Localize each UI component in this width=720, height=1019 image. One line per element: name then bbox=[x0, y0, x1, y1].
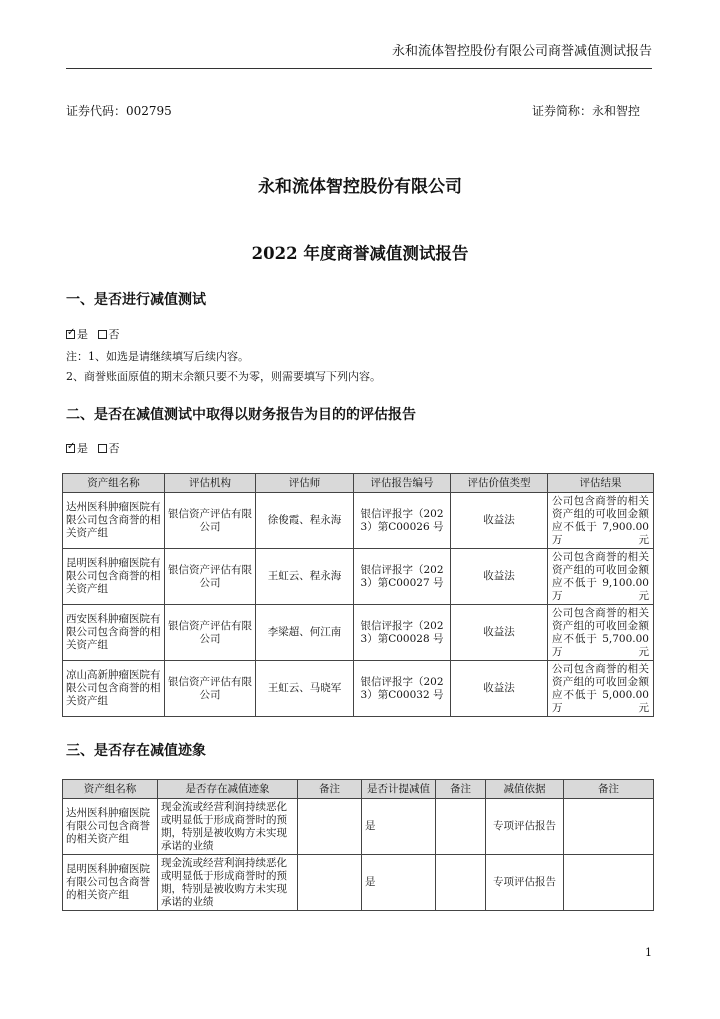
column-header: 评估机构 bbox=[165, 474, 256, 493]
report-title: 2022 年度商誉减值测试报告 bbox=[251, 244, 469, 263]
appraisers: 王虹云、马晓军 bbox=[256, 661, 354, 717]
column-header: 资产组名称 bbox=[63, 474, 165, 493]
appraisal-result: 公司包含商誉的相关资产组的可收回金额应不低于 5,700.00 万元 bbox=[548, 605, 654, 661]
page-number: 1 bbox=[645, 946, 652, 959]
security-code: 证券代码：002795 bbox=[66, 104, 172, 118]
unchecked-box-icon[interactable] bbox=[98, 444, 107, 453]
value-type: 收益法 bbox=[451, 549, 548, 605]
appraisal-agency: 银信资产评估有限公司 bbox=[165, 605, 256, 661]
impairment-basis: 专项评估报告 bbox=[486, 799, 564, 855]
section1-note2: 2、商誉账面原值的期末余额只要不为零，则需要填写下列内容。 bbox=[66, 370, 381, 383]
section1-heading: 一、是否进行减值测试 bbox=[66, 292, 206, 308]
asset-group-name: 达州医科肿瘤医院有限公司包含商誉的相关资产组 bbox=[63, 799, 158, 855]
table-row bbox=[63, 799, 654, 855]
asset-group-name: 昆明医科肿瘤医院有限公司包含商誉的相关资产组 bbox=[63, 855, 158, 911]
appraisal-table bbox=[62, 473, 654, 717]
asset-group-name: 凉山高新肿瘤医院有限公司包含商誉的相关资产组 bbox=[63, 661, 165, 717]
remark bbox=[298, 799, 362, 855]
column-header: 备注 bbox=[564, 780, 654, 799]
appraisal-result: 公司包含商誉的相关资产组的可收回金额应不低于 9,100.00 万元 bbox=[548, 549, 654, 605]
table-row bbox=[63, 855, 654, 911]
table-row bbox=[63, 493, 654, 549]
column-header: 减值依据 bbox=[486, 780, 564, 799]
section2-choice bbox=[66, 440, 120, 456]
section2-heading: 二、是否在减值测试中取得以财务报告为目的的评估报告 bbox=[66, 407, 416, 423]
column-header: 评估师 bbox=[256, 474, 354, 493]
checked-box-icon[interactable] bbox=[66, 330, 75, 339]
yes-label: 是 bbox=[77, 328, 88, 341]
appraisal-result: 公司包含商誉的相关资产组的可收回金额应不低于 5,000.00 万元 bbox=[548, 661, 654, 717]
section1-note1: 注：1、如选是请继续填写后续内容。 bbox=[66, 350, 249, 363]
report-number: 银信评报字（2023）第C00027 号 bbox=[354, 549, 451, 605]
impairment-indication: 现金流或经营利润持续恶化或明显低于形成商誉时的预期，特别是被收购方未实现承诺的业绩 bbox=[158, 855, 298, 911]
no-label: 否 bbox=[108, 328, 120, 341]
table-header-row bbox=[63, 474, 654, 493]
column-header: 备注 bbox=[298, 780, 362, 799]
unchecked-box-icon[interactable] bbox=[98, 330, 107, 339]
yes-label: 是 bbox=[77, 442, 88, 455]
appraisal-agency: 银信资产评估有限公司 bbox=[165, 493, 256, 549]
table-header-row bbox=[63, 780, 654, 799]
checked-box-icon[interactable] bbox=[66, 444, 75, 453]
company-title: 永和流体智控股份有限公司 bbox=[258, 177, 462, 197]
report-number: 银信评报字（2023）第C00028 号 bbox=[354, 605, 451, 661]
remark bbox=[436, 855, 486, 911]
appraisers: 王虹云、程永海 bbox=[256, 549, 354, 605]
appraisal-agency: 银信资产评估有限公司 bbox=[165, 661, 256, 717]
impairment-provision: 是 bbox=[362, 855, 436, 911]
column-header: 评估价值类型 bbox=[451, 474, 548, 493]
appraisal-result: 公司包含商誉的相关资产组的可收回金额应不低于 7,900.00 万元 bbox=[548, 493, 654, 549]
asset-group-name: 西安医科肿瘤医院有限公司包含商誉的相关资产组 bbox=[63, 605, 165, 661]
running-header: 永和流体智控股份有限公司商誉减值测试报告 bbox=[66, 40, 652, 69]
no-label: 否 bbox=[108, 442, 120, 455]
remark bbox=[436, 799, 486, 855]
column-header: 评估结果 bbox=[548, 474, 654, 493]
column-header: 是否存在减值迹象 bbox=[158, 780, 298, 799]
remark bbox=[298, 855, 362, 911]
remark bbox=[564, 855, 654, 911]
asset-group-name: 昆明医科肿瘤医院有限公司包含商誉的相关资产组 bbox=[63, 549, 165, 605]
appraisers: 徐俊霞、程永海 bbox=[256, 493, 354, 549]
security-meta bbox=[66, 102, 640, 120]
column-header: 评估报告编号 bbox=[354, 474, 451, 493]
table-row bbox=[63, 549, 654, 605]
report-number: 银信评报字（2023）第C00032 号 bbox=[354, 661, 451, 717]
appraisers: 李梁超、何江南 bbox=[256, 605, 354, 661]
report-number: 银信评报字（2023）第C00026 号 bbox=[354, 493, 451, 549]
appraisal-agency: 银信资产评估有限公司 bbox=[165, 549, 256, 605]
security-abbreviation: 证券简称：永和智控 bbox=[531, 104, 640, 118]
column-header: 资产组名称 bbox=[63, 780, 158, 799]
column-header: 备注 bbox=[436, 780, 486, 799]
impairment-indication: 现金流或经营利润持续恶化或明显低于形成商誉时的预期，特别是被收购方未实现承诺的业绩 bbox=[158, 799, 298, 855]
impairment-provision: 是 bbox=[362, 799, 436, 855]
remark bbox=[564, 799, 654, 855]
table-row bbox=[63, 605, 654, 661]
asset-group-name: 达州医科肿瘤医院有限公司包含商誉的相关资产组 bbox=[63, 493, 165, 549]
value-type: 收益法 bbox=[451, 493, 548, 549]
section1-choice bbox=[66, 326, 120, 342]
impairment-indication-table bbox=[62, 779, 654, 911]
section3-heading: 三、是否存在减值迹象 bbox=[66, 743, 206, 759]
column-header: 是否计提减值 bbox=[362, 780, 436, 799]
impairment-basis: 专项评估报告 bbox=[486, 855, 564, 911]
table-row bbox=[63, 661, 654, 717]
value-type: 收益法 bbox=[451, 605, 548, 661]
value-type: 收益法 bbox=[451, 661, 548, 717]
